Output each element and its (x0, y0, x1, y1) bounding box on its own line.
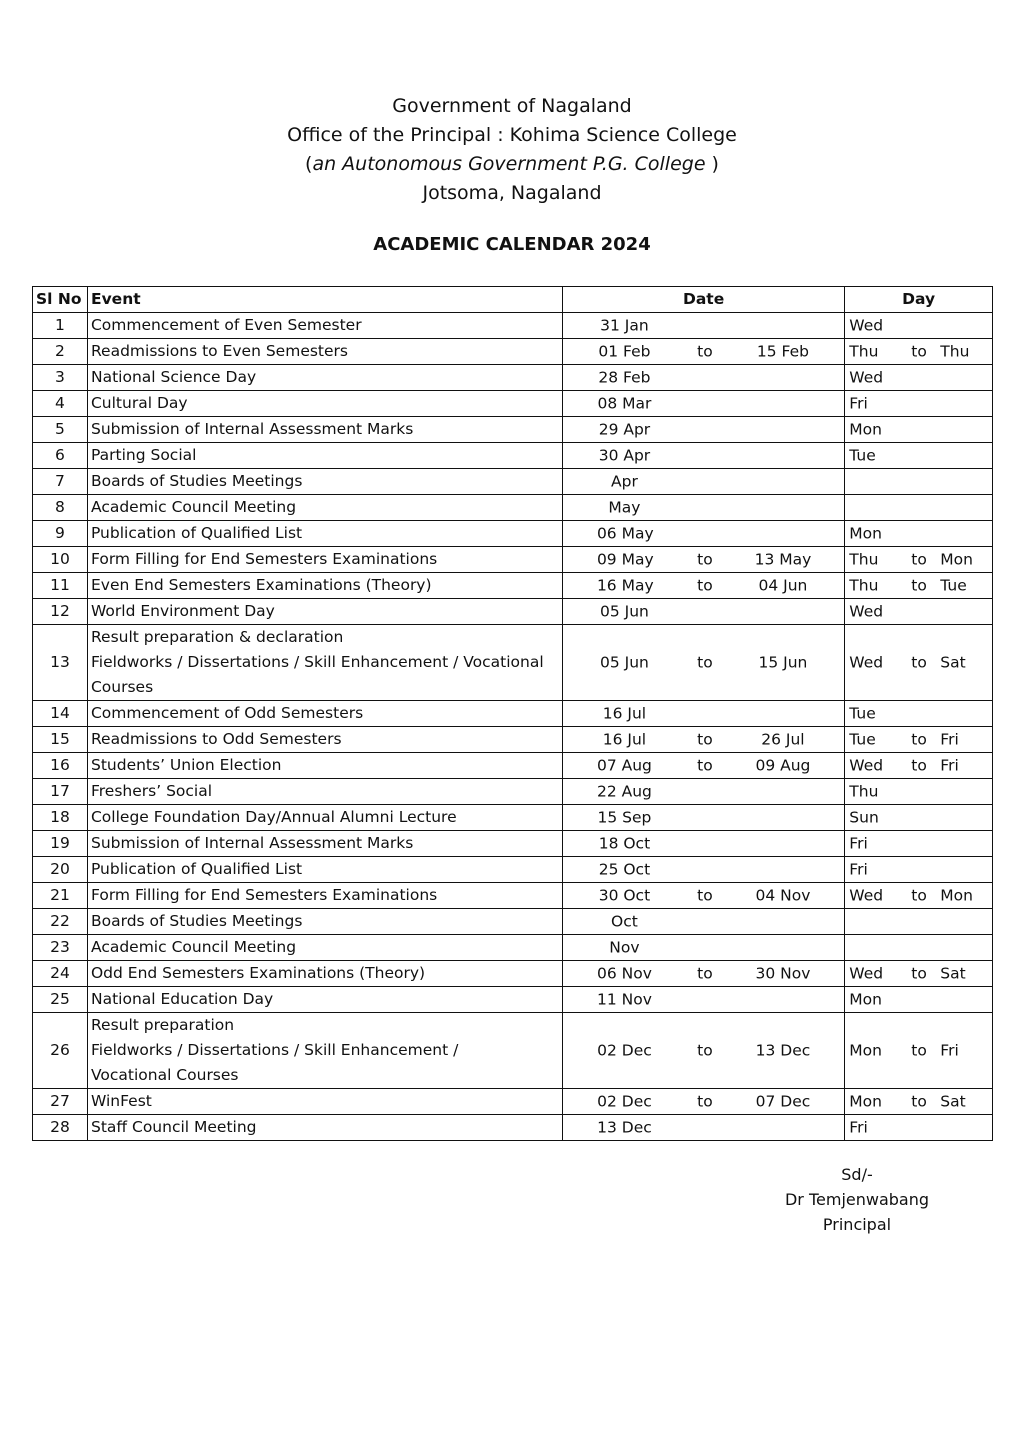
table-row (33, 625, 993, 701)
date-from: 01 Feb (598, 342, 651, 360)
date-from: Apr (611, 472, 638, 490)
cell-event (87, 779, 562, 805)
cell-event (87, 469, 562, 495)
college-status-line (0, 150, 1024, 179)
date-from: 16 Jul (602, 730, 647, 748)
cell-day (845, 727, 993, 753)
cell-sl-no: 18 (33, 805, 88, 831)
cell-sl-no: 10 (33, 547, 88, 573)
date-from: 30 Oct (598, 886, 651, 904)
date-from: May (608, 498, 641, 516)
day-to: Thu (940, 342, 970, 360)
date-from: 08 Mar (597, 394, 652, 412)
cell-day (845, 625, 993, 701)
day-to: Fri (940, 1041, 959, 1059)
day-range-word: to (911, 1092, 927, 1110)
date-to: 30 Nov (755, 964, 811, 982)
cell-event (87, 883, 562, 909)
cell-event (87, 365, 562, 391)
event-line: Academic Council Meeting (90, 498, 297, 516)
cell-sl-no: 15 (33, 727, 88, 753)
day-from: Wed (849, 653, 884, 671)
table-row (33, 753, 993, 779)
date-from: 25 Oct (598, 860, 651, 878)
cell-date (562, 625, 844, 701)
day-from: Fri (849, 860, 868, 878)
event-line: Form Filling for End Semesters Examinations (90, 886, 438, 904)
date-from: 02 Dec (597, 1041, 652, 1059)
date-range-word: to (697, 730, 713, 748)
cell-day (845, 753, 993, 779)
cell-date (562, 391, 844, 417)
cell-event (87, 599, 562, 625)
day-from: Wed (849, 368, 884, 386)
table-row (33, 573, 993, 599)
cell-event (87, 547, 562, 573)
cell-date (562, 805, 844, 831)
event-line: WinFest (90, 1092, 152, 1110)
table-body (33, 313, 993, 1141)
table-row (33, 417, 993, 443)
table-row (33, 495, 993, 521)
cell-day (845, 443, 993, 469)
day-from: Mon (849, 1092, 882, 1110)
event-line: Publication of Qualified List (90, 860, 303, 878)
event-line: Courses (90, 678, 154, 696)
day-from: Wed (849, 886, 884, 904)
cell-date (562, 313, 844, 339)
cell-event (87, 573, 562, 599)
cell-day (845, 365, 993, 391)
table-row (33, 521, 993, 547)
table-row (33, 313, 993, 339)
event-line: Odd End Semesters Examinations (Theory) (90, 964, 426, 982)
date-to: 13 Dec (755, 1041, 811, 1059)
date-to: 26 Jul (761, 730, 805, 748)
cell-day (845, 701, 993, 727)
date-to: 04 Nov (755, 886, 811, 904)
event-line: Readmissions to Even Semesters (90, 342, 348, 360)
header-sl-no: Sl No (33, 287, 88, 313)
cell-event (87, 339, 562, 365)
event-line: Staff Council Meeting (90, 1118, 257, 1136)
date-from: 09 May (596, 550, 654, 568)
cell-event (87, 313, 562, 339)
date-from: 05 Jun (600, 602, 649, 620)
cell-sl-no: 26 (33, 1013, 88, 1089)
cell-date (562, 701, 844, 727)
table-row (33, 547, 993, 573)
cell-day (845, 987, 993, 1013)
cell-day (845, 313, 993, 339)
cell-day (845, 495, 993, 521)
date-to: 15 Feb (756, 342, 809, 360)
date-from: 06 Nov (596, 964, 652, 982)
date-from: 31 Jan (600, 316, 649, 334)
day-range-word: to (911, 576, 927, 594)
table-row (33, 443, 993, 469)
date-range-word: to (697, 342, 713, 360)
college-status-text: an Autonomous Government P.G. College (312, 153, 706, 175)
cell-date (562, 599, 844, 625)
cell-sl-no: 11 (33, 573, 88, 599)
cell-sl-no: 19 (33, 831, 88, 857)
day-range-word: to (911, 653, 927, 671)
cell-date (562, 935, 844, 961)
cell-date (562, 443, 844, 469)
cell-date (562, 883, 844, 909)
cell-event (87, 443, 562, 469)
cell-sl-no: 6 (33, 443, 88, 469)
event-line: Students’ Union Election (90, 756, 282, 774)
page-title: ACADEMIC CALENDAR 2024 (373, 234, 651, 255)
day-from: Wed (849, 756, 884, 774)
cell-sl-no: 16 (33, 753, 88, 779)
header-day: Day (845, 287, 993, 313)
cell-sl-no: 23 (33, 935, 88, 961)
table-row (33, 1115, 993, 1141)
event-line: Academic Council Meeting (90, 938, 297, 956)
day-from: Tue (849, 730, 876, 748)
date-to: 07 Dec (755, 1092, 811, 1110)
signature-block (757, 1162, 957, 1237)
event-line: National Education Day (90, 990, 274, 1008)
date-to: 15 Jun (758, 653, 808, 671)
event-line: Fieldworks / Dissertations / Skill Enhancement / Vocational (90, 653, 544, 671)
cell-day (845, 1115, 993, 1141)
cell-event (87, 625, 562, 701)
event-line: National Science Day (90, 368, 257, 386)
cell-event (87, 391, 562, 417)
day-to: Sat (940, 964, 966, 982)
cell-day (845, 961, 993, 987)
cell-date (562, 547, 844, 573)
day-range-word: to (911, 886, 927, 904)
cell-sl-no: 17 (33, 779, 88, 805)
table-row (33, 883, 993, 909)
day-to: Mon (940, 886, 973, 904)
cell-date (562, 753, 844, 779)
event-line: College Foundation Day/Annual Alumni Lecture (90, 808, 457, 826)
table-row (33, 857, 993, 883)
cell-sl-no: 7 (33, 469, 88, 495)
event-line: Form Filling for End Semesters Examinations (90, 550, 438, 568)
day-to: Sat (940, 1092, 966, 1110)
day-from: Fri (849, 394, 868, 412)
table-row (33, 701, 993, 727)
day-from: Fri (849, 834, 868, 852)
event-line: Publication of Qualified List (90, 524, 303, 542)
date-range-word: to (697, 1092, 713, 1110)
event-line: Parting Social (90, 446, 197, 464)
cell-event (87, 1115, 562, 1141)
date-from: 29 Apr (598, 420, 651, 438)
cell-date (562, 365, 844, 391)
document-header (0, 92, 1024, 208)
day-from: Wed (849, 602, 884, 620)
table-row (33, 935, 993, 961)
date-from: 07 Aug (596, 756, 652, 774)
event-line: Boards of Studies Meetings (90, 912, 303, 930)
event-line: Commencement of Odd Semesters (90, 704, 364, 722)
cell-date (562, 779, 844, 805)
day-from: Wed (849, 964, 884, 982)
event-line: Result preparation (90, 1016, 235, 1034)
date-range-word: to (697, 964, 713, 982)
event-line: Freshers’ Social (90, 782, 213, 800)
cell-event (87, 1013, 562, 1089)
table-row (33, 469, 993, 495)
cell-day (845, 469, 993, 495)
table-row (33, 365, 993, 391)
event-line: Readmissions to Odd Semesters (90, 730, 342, 748)
cell-sl-no: 25 (33, 987, 88, 1013)
date-from: 05 Jun (600, 653, 649, 671)
event-line: Submission of Internal Assessment Marks (90, 834, 414, 852)
cell-day (845, 547, 993, 573)
signatory-name: Dr Temjenwabang (784, 1190, 930, 1209)
cell-event (87, 701, 562, 727)
cell-sl-no: 27 (33, 1089, 88, 1115)
event-line: Vocational Courses (90, 1066, 239, 1084)
date-from: 13 Dec (597, 1118, 652, 1136)
cell-day (845, 935, 993, 961)
cell-day (845, 599, 993, 625)
cell-event (87, 831, 562, 857)
date-range-word: to (697, 1041, 713, 1059)
cell-date (562, 727, 844, 753)
cell-day (845, 883, 993, 909)
header-date: Date (562, 287, 844, 313)
day-from: Mon (849, 1041, 882, 1059)
date-range-word: to (697, 653, 713, 671)
signatory-designation: Principal (822, 1215, 892, 1234)
cell-date (562, 339, 844, 365)
event-line: Submission of Internal Assessment Marks (90, 420, 414, 438)
cell-day (845, 779, 993, 805)
cell-event (87, 909, 562, 935)
day-to: Fri (940, 730, 959, 748)
cell-date (562, 961, 844, 987)
cell-sl-no: 5 (33, 417, 88, 443)
event-line: Cultural Day (90, 394, 188, 412)
cell-sl-no: 24 (33, 961, 88, 987)
cell-event (87, 1089, 562, 1115)
date-from: 18 Oct (598, 834, 651, 852)
cell-day (845, 339, 993, 365)
date-from: Nov (609, 938, 640, 956)
date-range-word: to (697, 550, 713, 568)
calendar-table (32, 286, 993, 1141)
table-row (33, 961, 993, 987)
cell-date (562, 831, 844, 857)
cell-date (562, 909, 844, 935)
cell-sl-no: 9 (33, 521, 88, 547)
day-from: Thu (849, 342, 879, 360)
date-range-word: to (697, 886, 713, 904)
cell-date (562, 1089, 844, 1115)
day-range-word: to (911, 964, 927, 982)
location-line: Jotsoma, Nagaland (422, 182, 602, 204)
cell-sl-no: 1 (33, 313, 88, 339)
cell-day (845, 831, 993, 857)
cell-day (845, 805, 993, 831)
table-row (33, 1013, 993, 1089)
day-from: Mon (849, 990, 882, 1008)
cell-day (845, 391, 993, 417)
day-from: Thu (849, 550, 879, 568)
event-line: Boards of Studies Meetings (90, 472, 303, 490)
cell-date (562, 495, 844, 521)
day-range-word: to (911, 1041, 927, 1059)
date-from: Oct (611, 912, 638, 930)
cell-date (562, 469, 844, 495)
day-from: Fri (849, 1118, 868, 1136)
cell-event (87, 495, 562, 521)
header-event: Event (87, 287, 562, 313)
cell-date (562, 573, 844, 599)
cell-event (87, 961, 562, 987)
date-from: 02 Dec (597, 1092, 652, 1110)
table-row (33, 987, 993, 1013)
cell-event (87, 521, 562, 547)
day-range-word: to (911, 550, 927, 568)
cell-day (845, 417, 993, 443)
table-row (33, 779, 993, 805)
date-from: 28 Feb (598, 368, 651, 386)
date-range-word: to (697, 756, 713, 774)
date-to: 09 Aug (755, 756, 811, 774)
cell-sl-no: 21 (33, 883, 88, 909)
cell-day (845, 1013, 993, 1089)
paren-close: ) (705, 153, 719, 175)
office-line: Office of the Principal : Kohima Science College (287, 124, 737, 146)
event-line: World Environment Day (90, 602, 275, 620)
table-row (33, 339, 993, 365)
cell-day (845, 909, 993, 935)
day-from: Wed (849, 316, 884, 334)
day-from: Thu (849, 576, 879, 594)
event-line: Even End Semesters Examinations (Theory) (90, 576, 432, 594)
table-row (33, 599, 993, 625)
day-range-word: to (911, 756, 927, 774)
date-to: 13 May (754, 550, 812, 568)
date-from: 06 May (596, 524, 654, 542)
day-to: Sat (940, 653, 966, 671)
cell-event (87, 987, 562, 1013)
day-to: Fri (940, 756, 959, 774)
table-header-row (33, 287, 993, 313)
cell-event (87, 753, 562, 779)
day-from: Thu (849, 782, 879, 800)
cell-date (562, 987, 844, 1013)
event-line: Fieldworks / Dissertations / Skill Enhancement / (90, 1041, 459, 1059)
cell-sl-no: 13 (33, 625, 88, 701)
cell-day (845, 573, 993, 599)
cell-day (845, 1089, 993, 1115)
date-from: 15 Sep (597, 808, 652, 826)
cell-sl-no: 4 (33, 391, 88, 417)
cell-sl-no: 14 (33, 701, 88, 727)
table-row (33, 909, 993, 935)
date-from: 16 May (596, 576, 654, 594)
cell-date (562, 1115, 844, 1141)
day-range-word: to (911, 730, 927, 748)
event-line: Commencement of Even Semester (90, 316, 362, 334)
day-from: Mon (849, 420, 882, 438)
signature-sd: Sd/- (841, 1165, 873, 1184)
day-from: Sun (849, 808, 879, 826)
cell-sl-no: 8 (33, 495, 88, 521)
table-row (33, 391, 993, 417)
cell-sl-no: 20 (33, 857, 88, 883)
cell-date (562, 417, 844, 443)
date-to: 04 Jun (758, 576, 808, 594)
paren-open: ( (305, 153, 313, 175)
cell-event (87, 857, 562, 883)
date-from: 30 Apr (598, 446, 651, 464)
cell-sl-no: 12 (33, 599, 88, 625)
cell-event (87, 417, 562, 443)
date-range-word: to (697, 576, 713, 594)
table-row (33, 805, 993, 831)
cell-event (87, 727, 562, 753)
day-to: Tue (940, 576, 967, 594)
cell-date (562, 521, 844, 547)
cell-date (562, 857, 844, 883)
cell-sl-no: 2 (33, 339, 88, 365)
day-range-word: to (911, 342, 927, 360)
cell-date (562, 1013, 844, 1089)
date-from: 22 Aug (596, 782, 652, 800)
cell-day (845, 521, 993, 547)
event-line: Result preparation & declaration (90, 628, 344, 646)
day-from: Mon (849, 524, 882, 542)
date-from: 11 Nov (596, 990, 652, 1008)
government-line: Government of Nagaland (392, 95, 632, 117)
table-row (33, 831, 993, 857)
cell-sl-no: 3 (33, 365, 88, 391)
cell-event (87, 935, 562, 961)
day-from: Tue (849, 704, 876, 722)
cell-sl-no: 22 (33, 909, 88, 935)
cell-event (87, 805, 562, 831)
table-row (33, 727, 993, 753)
cell-day (845, 857, 993, 883)
cell-sl-no: 28 (33, 1115, 88, 1141)
day-to: Mon (940, 550, 973, 568)
table-row (33, 1089, 993, 1115)
day-from: Tue (849, 446, 876, 464)
date-from: 16 Jul (602, 704, 647, 722)
